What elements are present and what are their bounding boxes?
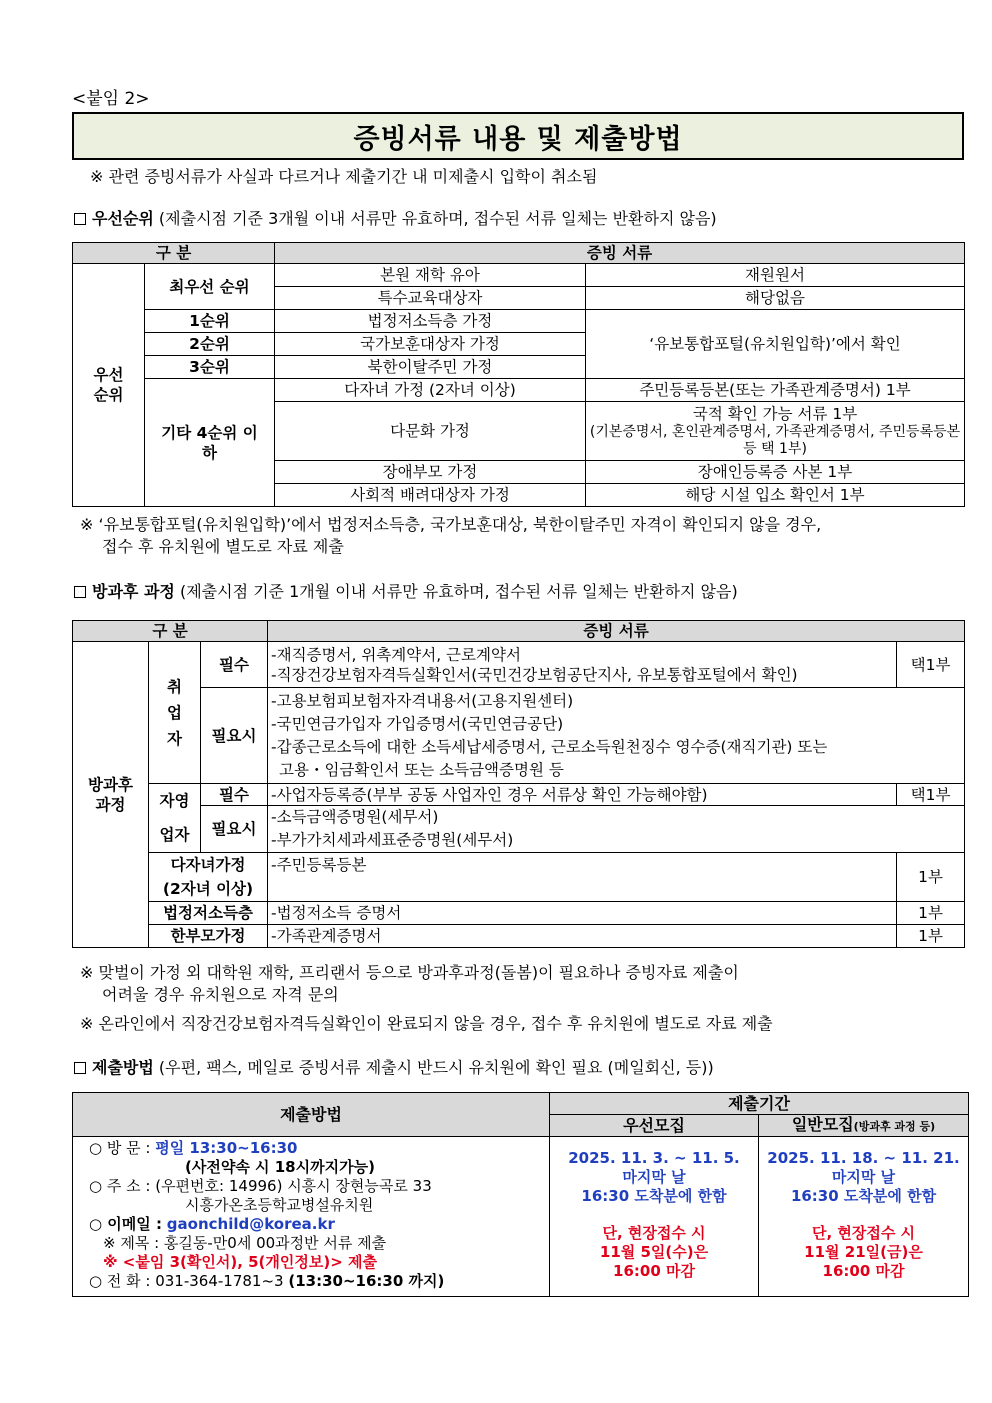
priority-heading: 우선순위 (제출시점 기준 3개월 이내 서류만 유효하며, 접수된 서류 일체는 반환하지 않음)	[74, 208, 717, 230]
choose-one: 택1부	[897, 784, 965, 806]
general-period-cell: 2025. 11. 18. ~ 11. 21. 마지막 날 16:30 도착분에 한함 단, 현장접수 시 11월 21일(금)은 16:00 마감	[759, 1137, 969, 1297]
subject-note: ※ 제목 : 홍길동-만0세 00과정반 서류 제출	[103, 1234, 387, 1252]
attach-note: ※ <붙임 3(확인서), 5(개인정보)> 제출	[103, 1253, 377, 1271]
checkbox-square-icon	[74, 586, 86, 598]
general-deadline: 11월 21일(금)은	[804, 1243, 923, 1261]
afterschool-footnote-1: ※ 맞벌이 가정 외 대학원 재학, 프리랜서 등으로 방과후과정(돌봄)이 필요하나 증빙자료 제출이	[80, 963, 739, 982]
row-doc: 재원원서	[586, 264, 965, 287]
emp-required-docs: -재직증명서, 위촉계약서, 근로계약서 -직장건강보험자격득실확인서(국민건강보험공단지사, 유보통합포털에서 확인)	[268, 642, 897, 688]
if-needed-label: 필요시	[201, 806, 268, 853]
rank-1-item: 법정저소득층 가정	[275, 310, 586, 333]
other-priority: 기타 4순위 이하	[145, 379, 275, 507]
afterschool-heading: 방과후 과정 (제출시점 기준 1개월 이내 서류만 유효하며, 접수된 서류 일체는 반환하지 않음)	[74, 581, 738, 603]
top-priority: 최우선 순위	[145, 264, 275, 310]
col-docs: 증빙 서류	[275, 243, 965, 264]
phone-time: (13:30~16:30 까지)	[288, 1272, 445, 1290]
priority-period-cell: 2025. 11. 3. ~ 11. 5. 마지막 날 16:30 도착분에 한함 단, 현장접수 시 11월 5일(수)은 16:00 마감	[550, 1137, 759, 1297]
col-docs: 증빙 서류	[268, 621, 965, 642]
col-period: 제출기간	[550, 1093, 969, 1115]
self-needed-docs: -소득금액증명원(세무서) -부가가치세과세표준증명원(세무서)	[268, 806, 965, 853]
one-copy: 1부	[897, 902, 965, 925]
afterschool-group: 방과후 과정	[73, 642, 149, 948]
priority-table	[72, 242, 965, 507]
row-doc: 해당 시설 입소 확인서 1부	[586, 484, 965, 507]
priority-footnote-1: ※ ‘유보통합포털(유치원입학)’에서 법정저소득층, 국가보훈대상, 북한이탈주민 자격이 확인되지 않을 경우,	[80, 515, 822, 534]
afterschool-heading-note: (제출시점 기준 1개월 이내 서류만 유효하며, 접수된 서류 일체는 반환하지 않음)	[179, 582, 738, 601]
col-category: 구 분	[73, 243, 275, 264]
row-item: 장애부모 가정	[275, 461, 586, 484]
top-note: ※ 관련 증빙서류가 사실과 다르거나 제출기간 내 미제출시 입학이 취소됨	[90, 167, 598, 186]
col-category: 구 분	[73, 621, 268, 642]
priority-deadline: 11월 5일(수)은	[599, 1243, 709, 1261]
emp-needed-docs: -고용보험피보험자자격내용서(고용지원센터) -국민연금가입자 가입증명서(국민연금공단) -갑종근로소득에 대한 소득세납세증명서, 근로소득원천징수 영수증(재직기관) 또는 고용・임금확인서 또는 소득금액증명원 등	[268, 688, 965, 784]
rank-2-item: 국가보훈대상자 가정	[275, 333, 586, 356]
single-parent: 한부모가정	[149, 925, 268, 948]
visit-time: 평일 13:30~16:30	[155, 1139, 298, 1157]
row-doc: 국적 확인 가능 서류 1부 (기본증명서, 혼인관계증명서, 가족관계증명서, 주민등록등본 등 택 1부)	[586, 402, 965, 461]
one-copy: 1부	[897, 853, 965, 902]
col-method: 제출방법	[73, 1093, 550, 1137]
method-details: ○ 방 문 : 평일 13:30~16:30 (사전약속 시 18시까지가능) ○ 주 소 : (우편번호: 14996) 시흥시 장현능곡로 33 시흥가온초등학교병설유치원 ○ 이메일 : gaonchild@korea.kr ※ 제목 : 홍길동-만0세 00과정반 서류 제출 ※ <붙임 3(확인서), 5(개인정보)> 제출 ○ 전 화 : 031-364-1781~3 (13:30~16:30 까지)	[73, 1137, 550, 1297]
required-label: 필수	[201, 642, 268, 688]
checkbox-square-icon	[74, 213, 86, 225]
row-item: 다자녀 가정 (2자녀 이상)	[275, 379, 586, 402]
one-copy: 1부	[897, 925, 965, 948]
employed: 취업자	[149, 642, 201, 784]
rank-3: 3순위	[145, 356, 275, 379]
rank-2: 2순위	[145, 333, 275, 356]
col-priority: 우선모집	[550, 1115, 759, 1137]
visit-note: (사전약속 시 18시까지가능)	[185, 1158, 375, 1176]
rank-3-item: 북한이탈주민 가정	[275, 356, 586, 379]
rank-doc: ‘유보통합포털(유치원입학)’에서 확인	[586, 310, 965, 379]
page-title: 증빙서류 내용 및 제출방법	[72, 112, 964, 160]
required-label: 필수	[201, 784, 268, 806]
afterschool-footnote-2: ※ 온라인에서 직장건강보험자격득실확인이 완료되지 않을 경우, 접수 후 유치원에 별도로 자료 제출	[80, 1014, 773, 1033]
single-doc: -가족관계증명서	[268, 925, 897, 948]
general-period: 2025. 11. 18. ~ 11. 21.	[767, 1149, 960, 1167]
row-doc: 주민등록등본(또는 가족관계증명서) 1부	[586, 379, 965, 402]
self-employed: 자영 업자	[149, 784, 201, 853]
multi-child: 다자녀가정 (2자녀 이상)	[149, 853, 268, 902]
low-doc: -법정저소득 증명서	[268, 902, 897, 925]
priority-heading-note: (제출시점 기준 3개월 이내 서류만 유효하며, 접수된 서류 일체는 반환하지 않음)	[158, 209, 717, 228]
if-needed-label: 필요시	[201, 688, 268, 784]
submission-heading: 제출방법 (우편, 팩스, 메일로 증빙서류 제출시 반드시 유치원에 확인 필요 (메일회신, 등))	[74, 1057, 714, 1079]
priority-group: 우선순위	[73, 264, 145, 507]
priority-period: 2025. 11. 3. ~ 11. 5.	[568, 1149, 740, 1167]
phone-number: 031-364-1781~3	[155, 1272, 284, 1290]
row-item: 특수교육대상자	[275, 287, 586, 310]
afterschool-table	[72, 620, 965, 948]
row-item: 사회적 배려대상자 가정	[275, 484, 586, 507]
afterschool-footnote-1b: 어려울 경우 유치원으로 자격 문의	[102, 985, 339, 1004]
row-item: 다문화 가정	[275, 402, 586, 461]
low-income: 법정저소득층	[149, 902, 268, 925]
multi-doc: -주민등록등본	[268, 853, 897, 902]
address-1: (우편번호: 14996) 시흥시 장현능곡로 33	[155, 1177, 432, 1195]
row-item: 본원 재학 유아	[275, 264, 586, 287]
checkbox-square-icon	[74, 1062, 86, 1074]
self-required-doc: -사업자등록증(부부 공동 사업자인 경우 서류상 확인 가능해야함)	[268, 784, 897, 806]
row-doc: 해당없음	[586, 287, 965, 310]
submission-table	[72, 1092, 969, 1297]
address-2: 시흥가온초등학교병설유치원	[185, 1196, 374, 1214]
col-general: 일반모집(방과후 과정 등)	[759, 1115, 969, 1137]
choose-one: 택1부	[897, 642, 965, 688]
priority-footnote-2: 접수 후 유치원에 별도로 자료 제출	[102, 537, 344, 556]
attachment-label: <붙임 2>	[72, 89, 150, 109]
rank-1: 1순위	[145, 310, 275, 333]
submission-heading-note: (우편, 팩스, 메일로 증빙서류 제출시 반드시 유치원에 확인 필요 (메일회신, 등))	[158, 1058, 714, 1077]
email-link[interactable]: gaonchild@korea.kr	[166, 1215, 335, 1233]
row-doc: 장애인등록증 사본 1부	[586, 461, 965, 484]
